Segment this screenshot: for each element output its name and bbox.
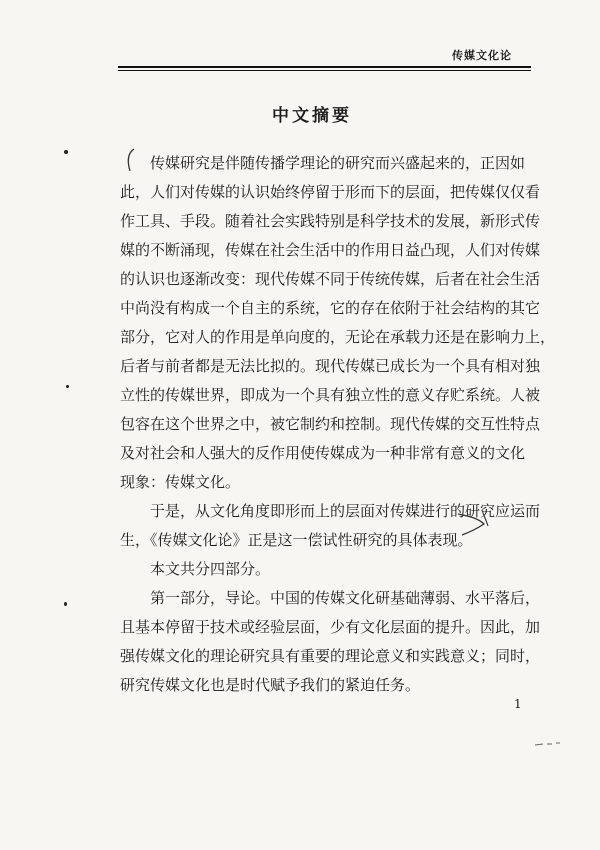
text-line: 生，《传媒文化论》正是这一偿试性研究的具体表现。 — [120, 531, 473, 549]
margin-dot — [64, 602, 67, 606]
text-line: 中尚没有构成一个自主的系统，它的存在依附于社会结构的其它 — [120, 299, 541, 317]
text-line: 传媒研究是伴随传播学理论的研究而兴盛起来的，正因如 — [150, 154, 526, 172]
margin-dot — [66, 385, 69, 388]
text-line: 后者与前者都是无法比拟的。现代传媒已成长为一个具有相对独 — [120, 357, 541, 375]
text-line: 的认识也逐渐改变：现代传媒不同于传统传媒，后者在社会生活 — [120, 270, 541, 288]
text-line: 现象：传媒文化。 — [120, 473, 241, 491]
page-number: 1 — [514, 697, 522, 711]
running-header-title: 传媒文化论 — [452, 49, 512, 62]
header-rule — [118, 66, 531, 68]
text-line: 包容在这个世界之中，被它制约和控制。现代传媒的交互性特点 — [120, 415, 541, 433]
text-line: 研究传媒文化也是时代赋予我们的紧迫任务。 — [120, 676, 421, 694]
text-line: 立性的传媒世界，即成为一个具有独立性的意义存贮系统。人被 — [120, 386, 541, 404]
text-line: 本文共分四部分。 — [150, 560, 271, 578]
text-line: 于是，从文化角度即形而上的层面对传媒进行的研究应运而 — [150, 502, 541, 520]
handwritten-bracket-mark — [124, 147, 138, 173]
text-line: 第一部分，导论。中国的传媒文化研基础薄弱、水平落后， — [150, 589, 541, 607]
abstract-title: 中文摘要 — [272, 106, 352, 126]
scan-dash-artifact — [534, 740, 562, 748]
margin-dot — [64, 150, 68, 154]
abstract-body — [120, 149, 556, 700]
text-line: 强传媒文化的理论研究具有重要的理论意义和实践意义；同时， — [120, 647, 541, 665]
text-line: 此，人们对传媒的认识始终停留于形而下的层面，把传媒仅仅看 — [120, 183, 541, 201]
text-line: 媒的不断涌现，传媒在社会生活中的作用日益凸现，人们对传媒 — [120, 241, 541, 259]
text-line: 作工具、手段。随着社会实践特别是科学技术的发展，新形式传 — [120, 212, 541, 230]
text-line: 且基本停留于技术或经验层面，少有文化层面的提升。因此，加 — [120, 618, 541, 636]
handwritten-check-mark — [454, 508, 494, 538]
text-line: 及对社会和人强大的反作用使传媒成为一种非常有意义的文化 — [120, 444, 526, 462]
text-line: 部分，它对人的作用是单向度的，无论在承载力还是在影响力上， — [120, 328, 556, 346]
